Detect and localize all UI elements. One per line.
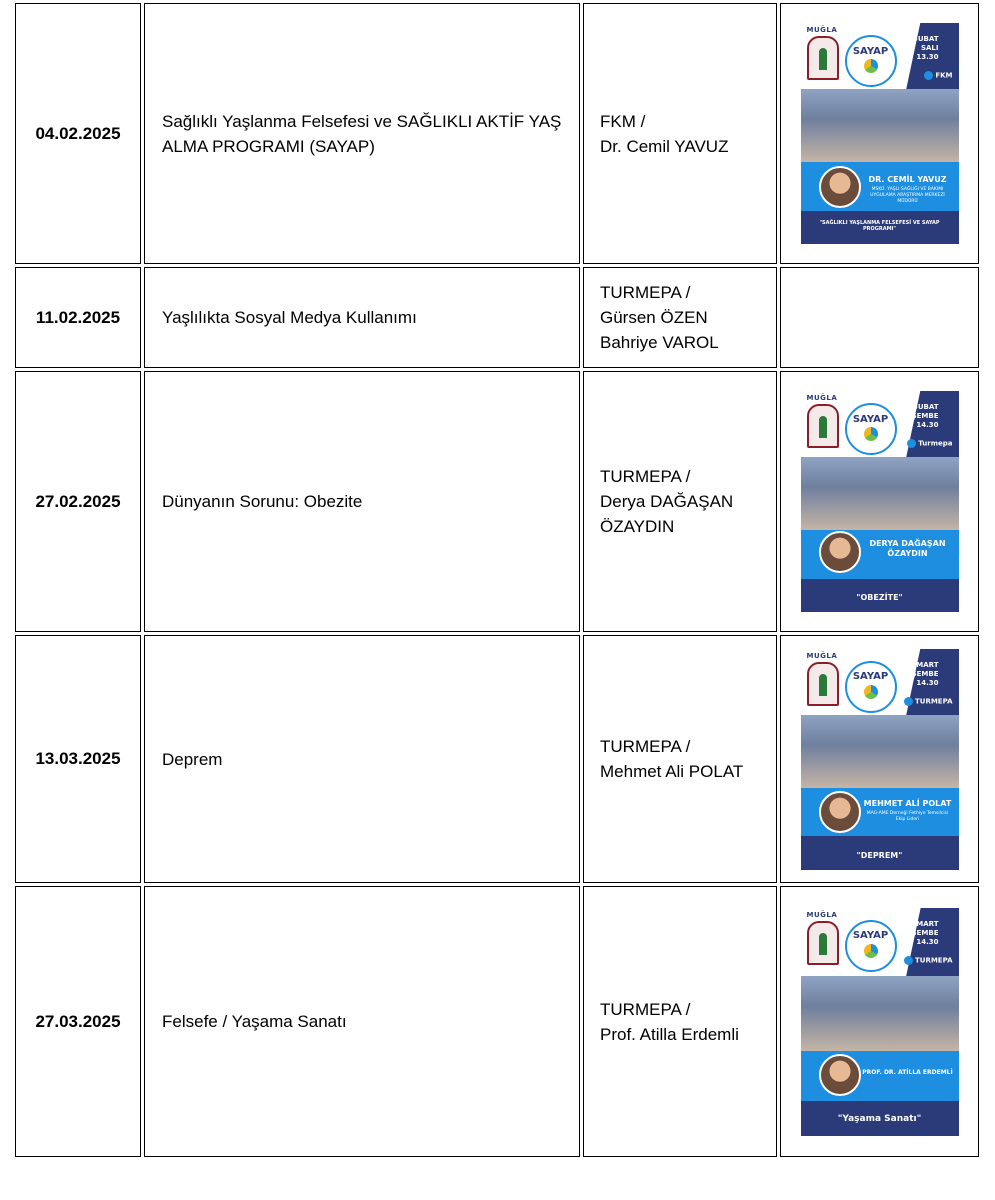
location-pin-icon xyxy=(904,956,913,965)
speaker-avatar xyxy=(819,791,861,833)
event-location: TURMEPA / Prof. Atilla Erdemli xyxy=(600,999,739,1044)
poster-brand: MUĞLA xyxy=(806,394,838,402)
poster-cell xyxy=(780,635,979,883)
date-cell xyxy=(15,371,141,632)
event-title: Felsefe / Yaşama Sanatı xyxy=(162,1012,347,1031)
poster-date: 13 MART PERŞEMBE 14.30 xyxy=(896,660,939,687)
date-cell xyxy=(15,886,141,1157)
title-cell xyxy=(144,886,580,1157)
title-cell xyxy=(144,635,580,883)
location-cell xyxy=(583,3,777,264)
poster-cell xyxy=(780,371,979,632)
event-location: TURMEPA / Derya DAĞAŞAN ÖZAYDIN xyxy=(600,467,734,536)
sayap-seal-icon: SAYAP xyxy=(845,403,897,455)
sayap-seal-icon: SAYAP xyxy=(845,35,897,87)
table-row xyxy=(15,635,979,883)
location-cell xyxy=(583,267,777,368)
speaker-avatar xyxy=(819,531,861,573)
location-pin-icon xyxy=(907,439,916,448)
event-location: TURMEPA / Gürsen ÖZEN Bahriye VAROL xyxy=(600,283,719,352)
event-poster xyxy=(801,649,959,870)
poster-topic: "DEPREM" xyxy=(856,850,903,860)
poster-topic: "OBEZİTE" xyxy=(856,593,903,602)
poster-role: MSKÜ. YAŞLI SAĞLIĞI VE BAKIMI UYGULAMA ARAŞTIRMA MERKEZİ MÜDÜRÜ xyxy=(870,187,945,204)
university-logo-icon xyxy=(807,36,839,80)
location-cell xyxy=(583,886,777,1157)
event-title: Sağlıklı Yaşlanma Felsefesi ve SAĞLIKLI AKTİF YAŞ ALMA PROGRAMI (SAYAP) xyxy=(162,111,562,156)
poster-date: 27 MART PERŞEMBE 14.30 xyxy=(896,919,939,946)
poster-cell xyxy=(780,267,979,368)
event-location: FKM / Dr. Cemil YAVUZ xyxy=(600,111,729,156)
poster-venue: Turmepa xyxy=(907,439,952,448)
poster-venue: FKM xyxy=(924,71,952,80)
title-cell xyxy=(144,267,580,368)
title-cell xyxy=(144,371,580,632)
event-poster xyxy=(801,23,959,244)
poster-role: MAG-AME Derneği Fethiye Temsilcisi Ekip Lideri xyxy=(866,810,949,822)
event-date: 04.02.2025 xyxy=(35,123,121,143)
poster-topic: "SAĞLIKLI YAŞLANMA FELSEFESİ VE SAYAP PROGRAMI" xyxy=(819,220,940,232)
table-row xyxy=(15,267,979,368)
event-title: Deprem xyxy=(162,749,223,769)
event-date: 27.03.2025 xyxy=(35,1011,121,1031)
poster-speaker: DERYA DAĞAŞAN ÖZAYDIN xyxy=(869,539,946,558)
poster-topic: "Yaşama Sanatı" xyxy=(837,1113,922,1124)
event-date: 27.02.2025 xyxy=(35,491,121,511)
poster-cell xyxy=(780,886,979,1157)
poster-brand: MUĞLA xyxy=(806,651,838,660)
poster-speaker: MEHMET ALİ POLAT xyxy=(863,798,952,808)
location-cell xyxy=(583,635,777,883)
table-row xyxy=(15,3,979,264)
university-logo-icon xyxy=(807,662,839,706)
poster-venue: TURMEPA xyxy=(904,956,953,965)
poster-date: 4 ŞUBAT SALI 13.30 xyxy=(905,35,939,61)
table-row xyxy=(15,371,979,632)
poster-venue: TURMEPA xyxy=(904,697,953,706)
poster-brand: MUĞLA xyxy=(806,26,838,34)
event-title: Dünyanın Sorunu: Obezite xyxy=(162,492,363,511)
event-date: 11.02.2025 xyxy=(35,307,121,327)
date-cell xyxy=(15,267,141,368)
event-poster xyxy=(801,908,959,1136)
university-logo-icon xyxy=(807,921,839,965)
poster-date: 27 ŞUBAT PERŞEMBE 14.30 xyxy=(896,403,939,429)
speaker-avatar xyxy=(819,166,861,208)
event-title: Yaşlılıkta Sosyal Medya Kullanımı xyxy=(162,308,417,327)
table-row xyxy=(15,886,979,1157)
sayap-seal-icon: SAYAP xyxy=(845,920,897,972)
poster-brand: MUĞLA xyxy=(806,910,838,919)
speaker-avatar xyxy=(819,1054,861,1096)
poster-speaker: PROF. DR. ATİLLA ERDEMLİ xyxy=(862,1068,953,1076)
event-date: 13.03.2025 xyxy=(35,749,121,768)
event-poster xyxy=(801,391,959,612)
poster-cell xyxy=(780,3,979,264)
date-cell xyxy=(15,635,141,883)
title-cell xyxy=(144,3,580,264)
location-pin-icon xyxy=(924,71,933,80)
location-pin-icon xyxy=(904,697,913,706)
location-cell xyxy=(583,371,777,632)
poster-speaker: DR. CEMİL YAVUZ xyxy=(868,175,947,184)
university-logo-icon xyxy=(807,404,839,448)
date-cell xyxy=(15,3,141,264)
sayap-seal-icon: SAYAP xyxy=(845,661,897,713)
event-location: TURMEPA / Mehmet Ali POLAT xyxy=(600,737,744,781)
